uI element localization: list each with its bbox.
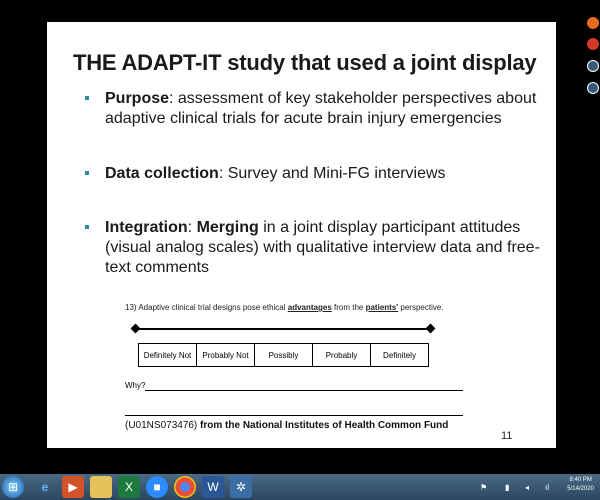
excel-icon[interactable]: X: [118, 476, 140, 498]
video-icon[interactable]: ■: [146, 476, 168, 498]
bullet-label: Data collection: [105, 165, 219, 182]
page-number: 11: [501, 430, 513, 442]
word-icon[interactable]: W: [202, 476, 224, 498]
question-bold: advantages: [287, 303, 332, 312]
question-text: perspective.: [398, 303, 444, 312]
scale-option: Definitely: [371, 344, 429, 367]
scale-end-marker: [426, 324, 436, 334]
ie-icon[interactable]: e: [41, 480, 49, 494]
settings-icon[interactable]: ✲: [230, 476, 252, 498]
tray-volume-icon[interactable]: ◂: [525, 483, 530, 492]
bullet-text: :: [187, 219, 197, 236]
clock-time: 8:40 PM: [569, 477, 592, 483]
taskbar: [0, 474, 600, 500]
bullet-data-collection: [105, 164, 545, 184]
grant-source: from the National Institutes of Health Common Fund: [197, 420, 449, 431]
tray-flag-icon[interactable]: ⚑: [480, 483, 488, 492]
grant-note: [125, 420, 448, 431]
bullet-label-merging: Merging: [196, 219, 259, 236]
survey-question: [125, 303, 444, 312]
bullet-label: Integration: [105, 219, 188, 236]
analog-scale-line: [135, 328, 430, 330]
chrome-icon[interactable]: [174, 476, 196, 498]
scale-option: Definitely Not: [139, 344, 197, 367]
share-icon[interactable]: [587, 60, 599, 72]
scale-option: Possibly: [255, 344, 313, 367]
bullet-text: in a joint display participant attitudes (visual analog scales) with qualitative interview data and free-text comments: [105, 219, 540, 276]
clock-date: 5/14/2020: [567, 486, 594, 492]
record-icon[interactable]: [587, 38, 599, 50]
bullet-purpose: [105, 89, 545, 129]
slide-title: THE ADAPT-IT study that used a joint display: [73, 50, 537, 75]
bullet-marker: [85, 225, 89, 229]
media-icon[interactable]: ▶: [62, 476, 84, 498]
scale-table: [138, 343, 429, 367]
settings-icon[interactable]: [587, 82, 599, 94]
clock[interactable]: [567, 476, 594, 494]
bullet-marker: [85, 171, 89, 175]
tray-signal-icon[interactable]: ıl: [545, 483, 549, 492]
question-text: from the: [331, 303, 366, 312]
question-text: 13) Adaptive clinical trial designs pose ethical: [125, 303, 288, 312]
question-bold: patients': [365, 303, 399, 312]
why-label: Why?: [125, 381, 146, 390]
answer-line: [145, 390, 463, 391]
bullet-text: : Survey and Mini-FG interviews: [218, 165, 446, 182]
bullet-text: : assessment of key stakeholder perspectives about adaptive clinical trials for acute brain injury emergencies: [105, 90, 537, 127]
folder-icon[interactable]: [90, 476, 112, 498]
scale-option: Probably: [313, 344, 371, 367]
scale-option: Probably Not: [197, 344, 255, 367]
answer-line: [125, 415, 463, 416]
bullet-label: Purpose: [105, 90, 170, 107]
slide: [47, 22, 556, 448]
side-tool-icon[interactable]: [587, 17, 599, 29]
bullet-marker: [85, 96, 89, 100]
scale-start-marker: [131, 324, 141, 334]
grant-number: (U01NS073476): [125, 420, 198, 431]
tray-network-icon[interactable]: ▮: [505, 483, 510, 492]
windows-start-icon[interactable]: ⊞: [2, 476, 24, 498]
bullet-integration: [105, 218, 545, 278]
